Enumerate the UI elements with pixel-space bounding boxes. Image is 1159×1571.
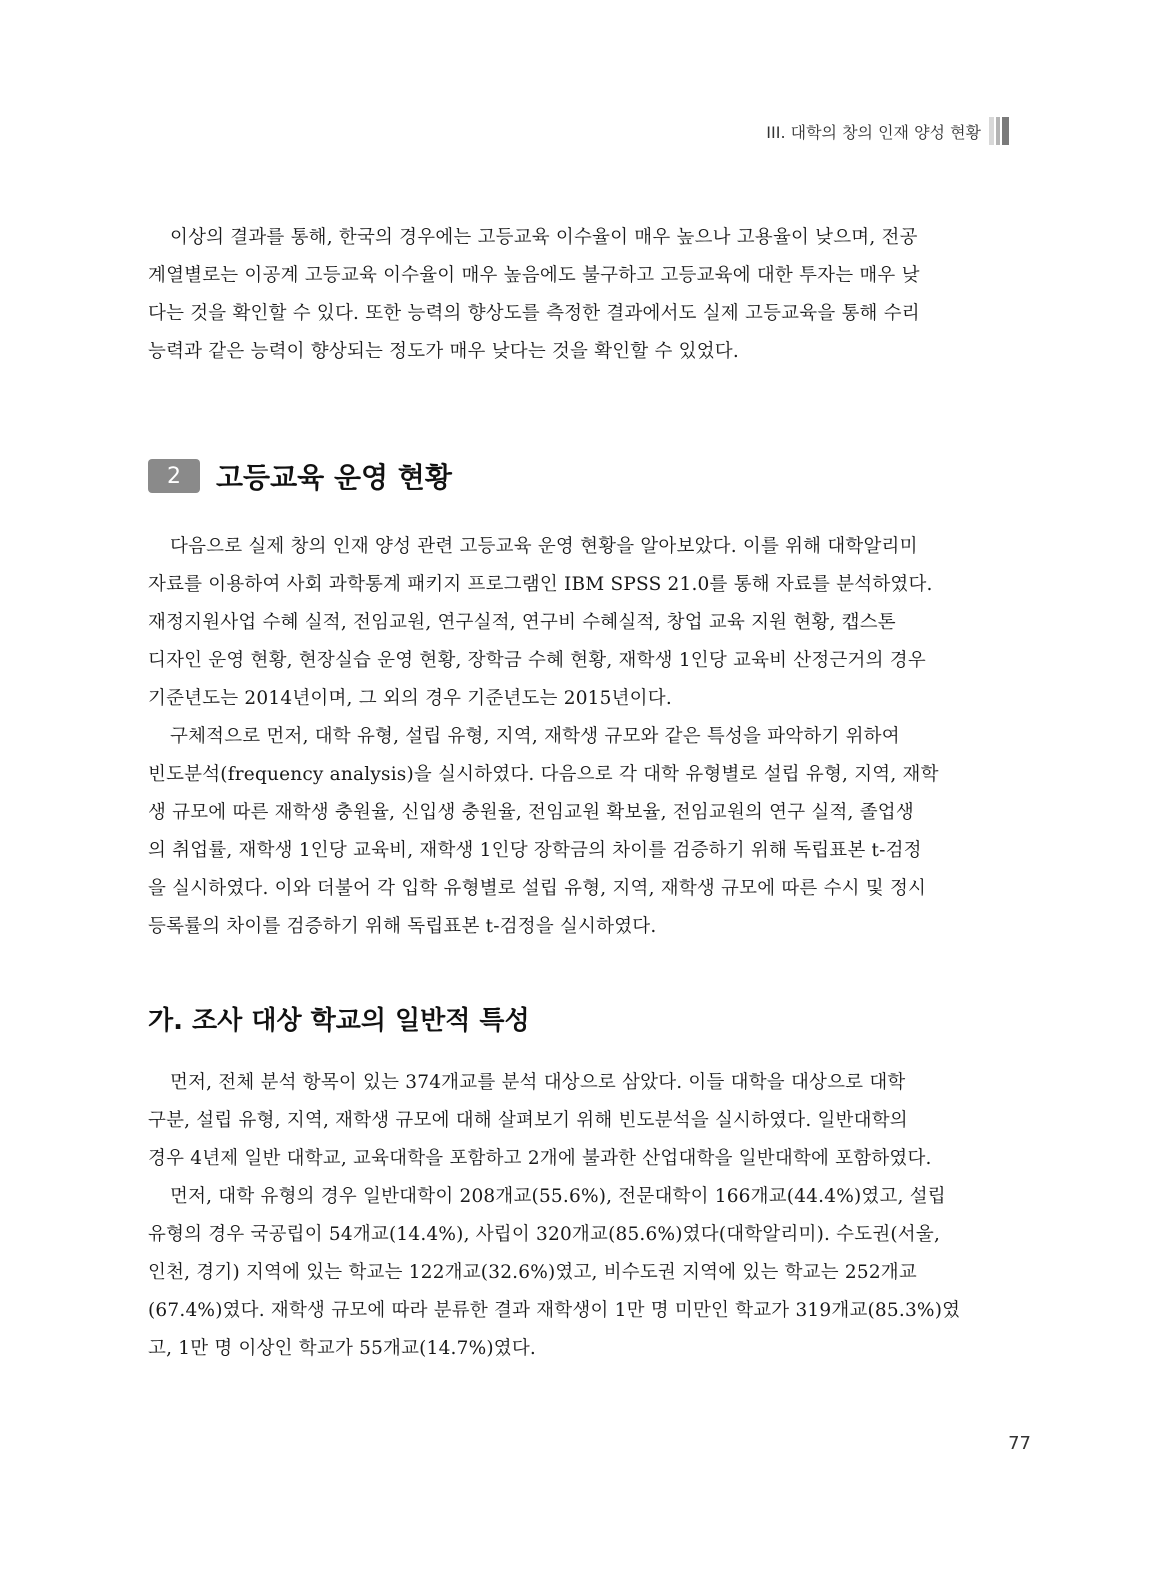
paragraph-line: 능력과 같은 능력이 향상되는 정도가 매우 낮다는 것을 확인할 수 있었다. (148, 341, 739, 362)
paragraph-line: 구체적으로 먼저, 대학 유형, 설립 유형, 지역, 재학생 규모와 같은 특성을 파악하기 위하여 (170, 726, 900, 747)
page-number: 77 (1008, 1433, 1031, 1454)
subsection-title: 가. 조사 대상 학교의 일반적 특성 (148, 1006, 530, 1036)
paragraph-line: 의 취업률, 재학생 1인당 교육비, 재학생 1인당 장학금의 차이를 검증하기 위해 독립표본 t-검정 (148, 840, 922, 861)
running-header-title: III. 대학의 창의 인재 양성 현황 (766, 122, 981, 142)
paragraph-line: 이상의 결과를 통해, 한국의 경우에는 고등교육 이수율이 매우 높으나 고용율이 낮으며, 전공 (170, 227, 918, 248)
paragraph-line: 고, 1만 명 이상인 학교가 55개교(14.7%)였다. (148, 1338, 537, 1359)
paragraph-line: 다음으로 실제 창의 인재 양성 관련 고등교육 운영 현황을 알아보았다. 이를 위해 대학알리미 (170, 536, 918, 557)
paragraph-line: 구분, 설립 유형, 지역, 재학생 규모에 대해 살펴보기 위해 빈도분석을 실시하였다. 일반대학의 (148, 1110, 908, 1131)
subsection-body-paragraph (148, 1064, 1008, 1368)
paragraph-line: 먼저, 전체 분석 항목이 있는 374개교를 분석 대상으로 삼았다. 이들 대학을 대상으로 대학 (170, 1072, 906, 1093)
paragraph-line: 유형의 경우 국공립이 54개교(14.4%), 사립이 320개교(85.6%)였다(대학알리미). 수도권(서울, (148, 1224, 941, 1245)
section-title: 고등교육 운영 현황 (216, 461, 452, 494)
paragraph-line: (67.4%)였다. 재학생 규모에 따라 분류한 결과 재학생이 1만 명 미만인 학교가 319개교(85.3%)였 (148, 1300, 961, 1321)
paragraph-line: 경우 4년제 일반 대학교, 교육대학을 포함하고 2개에 불과한 산업대학을 일반대학에 포함하였다. (148, 1148, 932, 1169)
paragraph-line: 빈도분석(frequency analysis)을 실시하였다. 다음으로 각 대학 유형별로 설립 유형, 지역, 재학 (148, 764, 939, 785)
paragraph-line: 재정지원사업 수혜 실적, 전임교원, 연구실적, 연구비 수혜실적, 창업 교육 지원 현황, 캡스톤 (148, 612, 896, 633)
running-header (766, 116, 1009, 146)
paragraph-line: 인천, 경기) 지역에 있는 학교는 122개교(32.6%)였고, 비수도권 지역에 있는 학교는 252개교 (148, 1262, 917, 1283)
paragraph-line: 을 실시하였다. 이와 더불어 각 입학 유형별로 설립 유형, 지역, 재학생 규모에 따른 수시 및 정시 (148, 878, 927, 899)
section-number-badge: 2 (148, 459, 200, 493)
paragraph-line: 먼저, 대학 유형의 경우 일반대학이 208개교(55.6%), 전문대학이 166개교(44.4%)였고, 설립 (170, 1186, 946, 1207)
paragraph-line: 생 규모에 따른 재학생 충원율, 신입생 충원율, 전임교원 확보율, 전임교원의 연구 실적, 졸업생 (148, 802, 914, 823)
intro-paragraph (148, 219, 1008, 371)
section-body-paragraph (148, 528, 1008, 946)
paragraph-line: 자료를 이용하여 사회 과학통계 패키지 프로그램인 IBM SPSS 21.0를 통해 자료를 분석하였다. (148, 574, 933, 595)
paragraph-line: 기준년도는 2014년이며, 그 외의 경우 기준년도는 2015년이다. (148, 688, 672, 709)
paragraph-line: 등록률의 차이를 검증하기 위해 독립표본 t-검정을 실시하였다. (148, 916, 657, 937)
paragraph-line: 다는 것을 확인할 수 있다. 또한 능력의 향상도를 측정한 결과에서도 실제 고등교육을 통해 수리 (148, 303, 920, 324)
section-heading (148, 456, 452, 496)
paragraph-line: 계열별로는 이공계 고등교육 이수율이 매우 높음에도 불구하고 고등교육에 대한 투자는 매우 낮 (148, 265, 920, 286)
header-bar-decoration (989, 117, 1009, 145)
paragraph-line: 디자인 운영 현황, 현장실습 운영 현황, 장학금 수혜 현황, 재학생 1인당 교육비 산정근거의 경우 (148, 650, 926, 671)
